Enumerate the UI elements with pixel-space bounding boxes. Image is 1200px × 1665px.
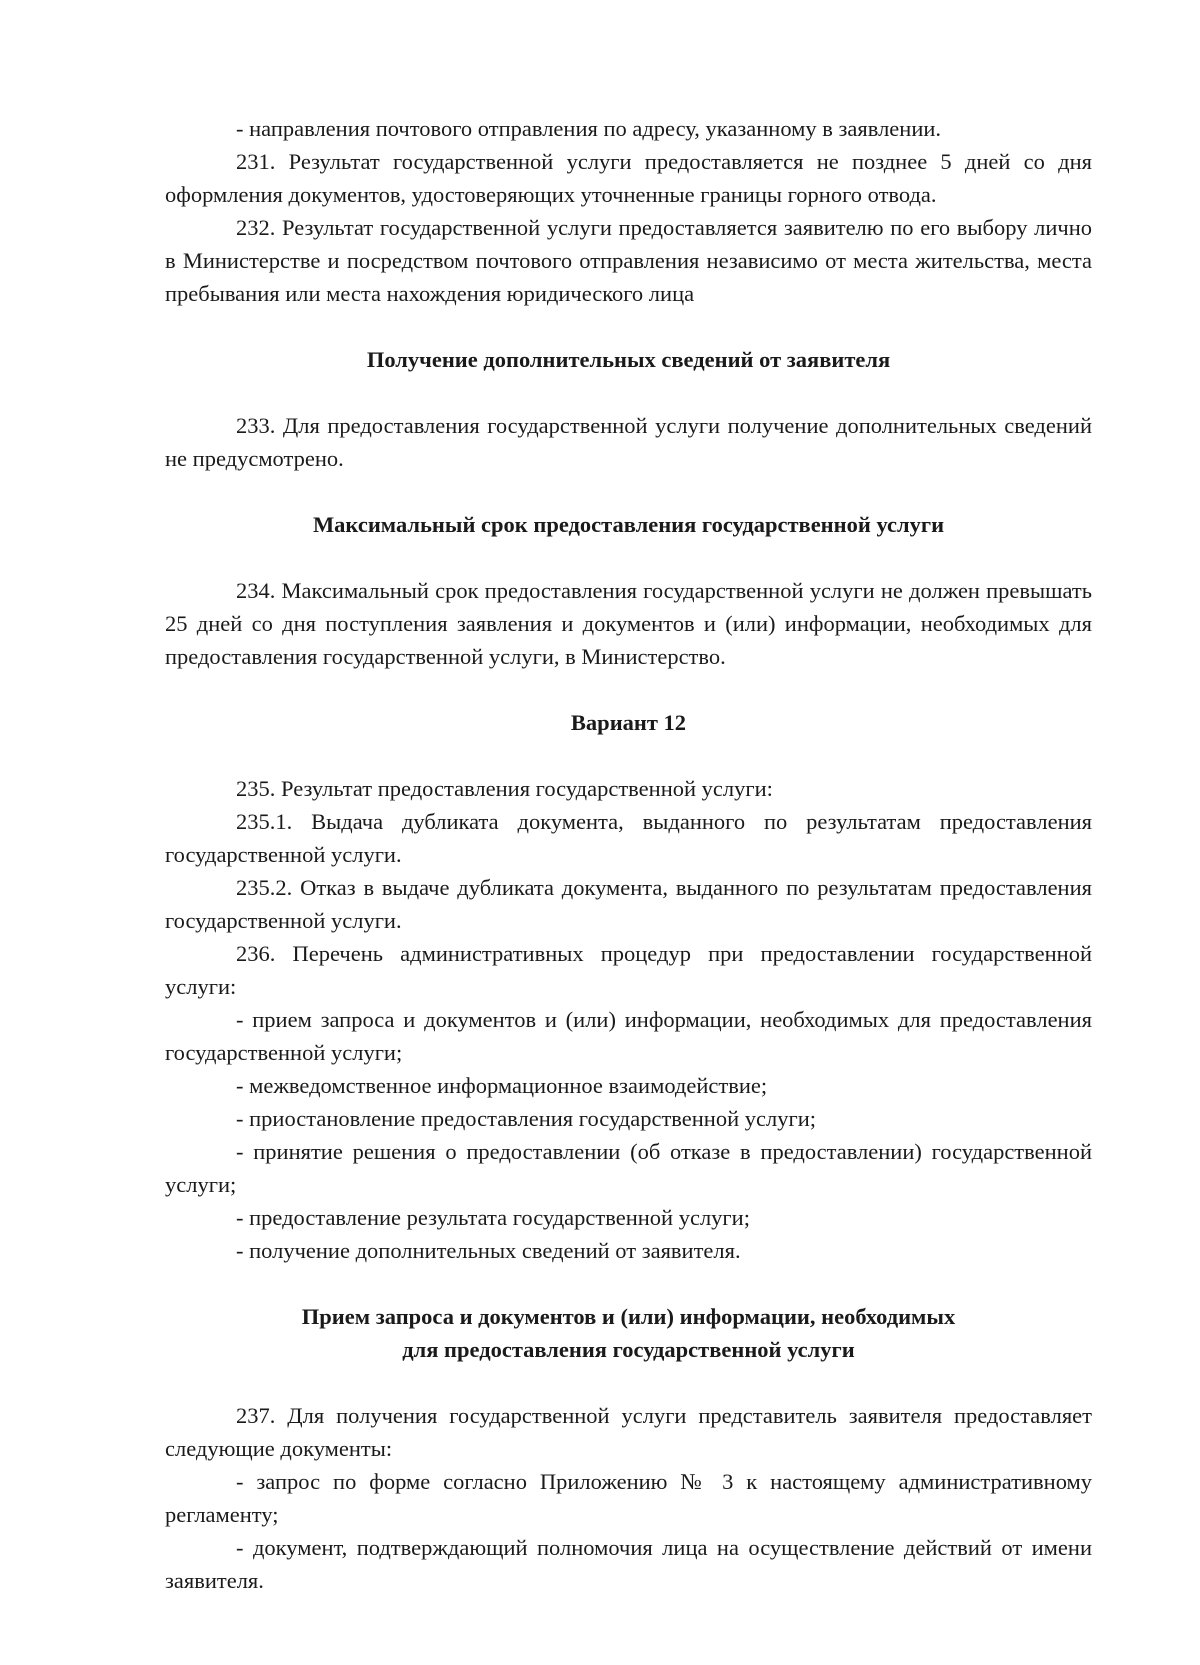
paragraph-236: 236. Перечень административных процедур при предоставлении государственной услуги:: [165, 941, 1092, 999]
paragraph-235: 235. Результат предоставления государственной услуги:: [236, 776, 773, 801]
paragraph-postal-delivery: - направления почтового отправления по адресу, указанному в заявлении.: [236, 116, 942, 141]
paragraph-233: 233. Для предоставления государственной услуги получение дополнительных сведений не предусмотрено.: [165, 413, 1092, 471]
list-item-authority-document: - документ, подтверждающий полномочия лица на осуществление действий от имени заявителя.: [165, 1535, 1092, 1593]
list-item-request-form: - запрос по форме согласно Приложению № 3 к настоящему административному регламенту;: [165, 1469, 1092, 1527]
list-item-request-reception: - прием запроса и документов и (или) информации, необходимых для предоставления государственной услуги;: [165, 1007, 1092, 1065]
section-heading-max-term: Максимальный срок предоставления государственной услуги: [312, 512, 945, 537]
paragraph-235-1: 235.1. Выдача дубликата документа, выданного по результатам предоставления государственной услуги.: [165, 809, 1092, 867]
list-item-additional-info: - получение дополнительных сведений от заявителя.: [236, 1238, 741, 1263]
paragraph-237: 237. Для получения государственной услуги представитель заявителя предоставляет следующие документы:: [165, 1403, 1092, 1461]
paragraph-235-2: 235.2. Отказ в выдаче дубликата документа, выданного по результатам предоставления государственной услуги.: [165, 875, 1092, 933]
section-heading-request-reception-line2: для предоставления государственной услуги: [402, 1337, 855, 1362]
section-heading-variant-12: Вариант 12: [570, 710, 687, 735]
list-item-decision: - принятие решения о предоставлении (об отказе в предоставлении) государственной услуги;: [165, 1139, 1092, 1197]
paragraph-232: 232. Результат государственной услуги предоставляется заявителю по его выбору лично в Министерстве и посредством почтового отправления независимо от места жительства, места пребывания или места нахождения юридического лица: [165, 215, 1092, 306]
paragraph-234: 234. Максимальный срок предоставления государственной услуги не должен превышать 25 дней со дня поступления заявления и документов и (или) информации, необходимых для предоставления государственной услуги, в Министерство.: [165, 578, 1092, 669]
list-item-interagency: - межведомственное информационное взаимодействие;: [236, 1073, 768, 1098]
list-item-suspension: - приостановление предоставления государственной услуги;: [236, 1106, 817, 1131]
document-page: [165, 112, 1092, 1597]
list-item-result-delivery: - предоставление результата государственной услуги;: [236, 1205, 750, 1230]
section-heading-additional-info: Получение дополнительных сведений от заявителя: [366, 347, 891, 372]
section-heading-request-reception-line1: Прием запроса и документов и (или) информации, необходимых: [301, 1304, 956, 1329]
paragraph-231: 231. Результат государственной услуги предоставляется не позднее 5 дней со дня оформления документов, удостоверяющих уточненные границы горного отвода.: [165, 149, 1092, 207]
